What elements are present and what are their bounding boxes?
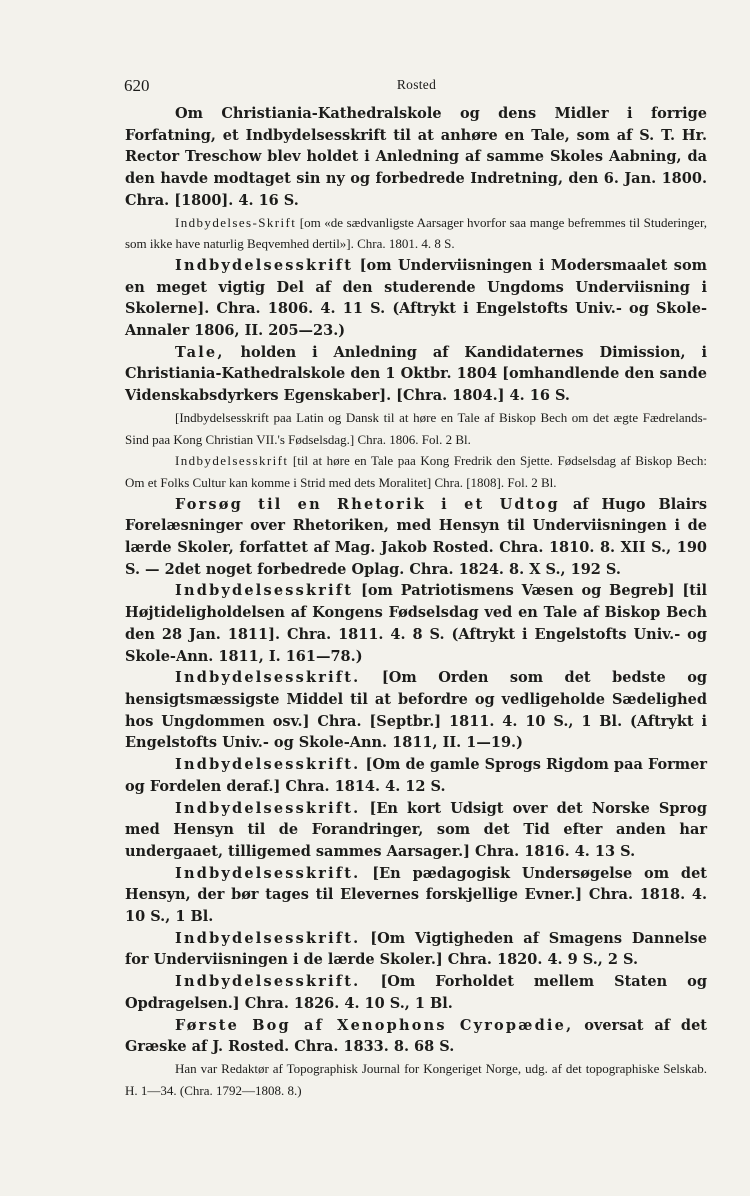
editor-note: Han var Redaktør af Topographisk Journal for Kongeriget Norge, udg. af det topographiske Selskab. H. 1—34. (Chra. 1792—1808. 8.) <box>125 1060 707 1098</box>
bibliography-entry: Indbydelsesskrift. [Om Forholdet mellem Staten og Opdragelsen.] Chra. 1826. 4. 10 S., 1 Bl. <box>125 973 707 1012</box>
bibliography-entry: Indbydelsesskrift. [Om Orden som det bedste og hensigtsmæssigste Middel til at befordre og vedligeholde Sædelighed hos Ungdommen osv.] Chra. [Septbr.] 1811. 4. 10 S., 1 Bl. (Aftrykt i Engelstofts Univ.- og Skole-Ann. 1811, II. 1—19.) <box>125 669 707 752</box>
bibliography-entry: Indbydelsesskrift. [En pædagogisk Undersøgelse om det Hensyn, der bør tages til Elevernes forskjellige Evner.] Chra. 1818. 4. 10 S., 1 Bl. <box>125 864 707 926</box>
bibliography-entry: Forsøg til en Rhetorik i et Udtog af Hugo Blairs Forelæsninger over Rhetoriken, med Hensyn til Underviisningen i de lærde Skoler, forfattet af Mag. Jakob Rosted. Chra. 1810. 8. XII S., 190 S. — 2det noget forbedrede Oplag. Chra. 1824. 8. X S., 192 S. <box>125 495 707 578</box>
bibliography-entry: Indbydelsesskrift. [Om de gamle Sprogs Rigdom paa Former og Fordelen deraf.] Chra. 1814. 4. 12 S. <box>125 756 707 795</box>
bibliography-entry: Indbydelsesskrift [om Underviisningen i Modersmaalet som en meget vigtig Del af den studerende Ungdoms Underviisning i Skolerne]. Chra. 1806. 4. 11 S. (Aftrykt i Engelstofts Univ.- og Skole-Annaler 1806, II. 205—23.) <box>125 256 707 340</box>
bibliography-entry: Indbydelsesskrift [til at høre en Tale paa Kong Fredrik den Sjette. Fødselsdag af Biskop Bech: Om et Folks Cultur kan komme i Strid med dets Moralitet] Chra. [1808]. Fol. 2 Bl. <box>125 453 707 490</box>
page-number: 620 <box>124 76 150 95</box>
bibliography-entry: Indbydelses-Skrift [om «de sædvanligste Aarsager hvorfor saa mange befremmes til Studeringer, som ikke have naturlig Beqvemhed dertil»]. Chra. 1801. 4. 8 S. <box>125 214 707 252</box>
bibliography-list <box>125 103 707 1101</box>
bibliography-entry: [Indbydelsesskrift paa Latin og Dansk til at høre en Tale af Biskop Bech om det ægte Fædrelands-Sind paa Kong Christian VII.'s Fødselsdag.] Chra. 1806. Fol. 2 Bl. <box>125 409 707 447</box>
bibliography-entry: Indbydelsesskrift. [Om Vigtigheden af Smagens Dannelse for Underviisningen i de lærde Skoler.] Chra. 1820. 4. 9 S., 2 S. <box>125 929 707 969</box>
running-title: Rosted <box>396 77 437 92</box>
bibliography-entry: Første Bog af Xenophons Cyropædie, oversat af det Græske af J. Rosted. Chra. 1833. 8. 68 S. <box>125 1016 707 1056</box>
bibliography-entry: Indbydelsesskrift. [En kort Udsigt over det Norske Sprog med Hensyn til de Forandringer, som det Tid efter anden har undergaaet, tilligemed sammes Aarsager.] Chra. 1816. 4. 13 S. <box>125 799 707 860</box>
bibliography-entry: Indbydelsesskrift [om Patriotismens Væsen og Begreb] [til Højtideligholdelsen af Kongens Fødselsdag ved en Tale af Biskop Bech den 28 Jan. 1811]. Chra. 1811. 4. 8 S. (Aftrykt i Engelstofts Univ.- og Skole-Ann. 1811, I. 161—78.) <box>125 582 707 665</box>
page-header <box>124 76 709 98</box>
bibliography-entry: Tale, holden i Anledning af Kandidaternes Dimission, i Christiania-Kathedralskole den 1 Oktbr. 1804 [omhandlende den sande Videnskabsdyrkers Egenskaber]. [Chra. 1804.] 4. 16 S. <box>125 343 707 405</box>
bibliography-entry: Om Christiania-Kathedralskole og dens Midler i forrige Forfatning, et Indbydelsesskrift til at anhøre en Tale, som af S. T. Hr. Rector Treschow blev holdet i Anledning af samme Skoles Aabning, da den havde modtaget sin ny og forbedrede Indretning, den 6. Jan. 1800. Chra. [1800]. 4. 16 S. <box>125 105 707 209</box>
